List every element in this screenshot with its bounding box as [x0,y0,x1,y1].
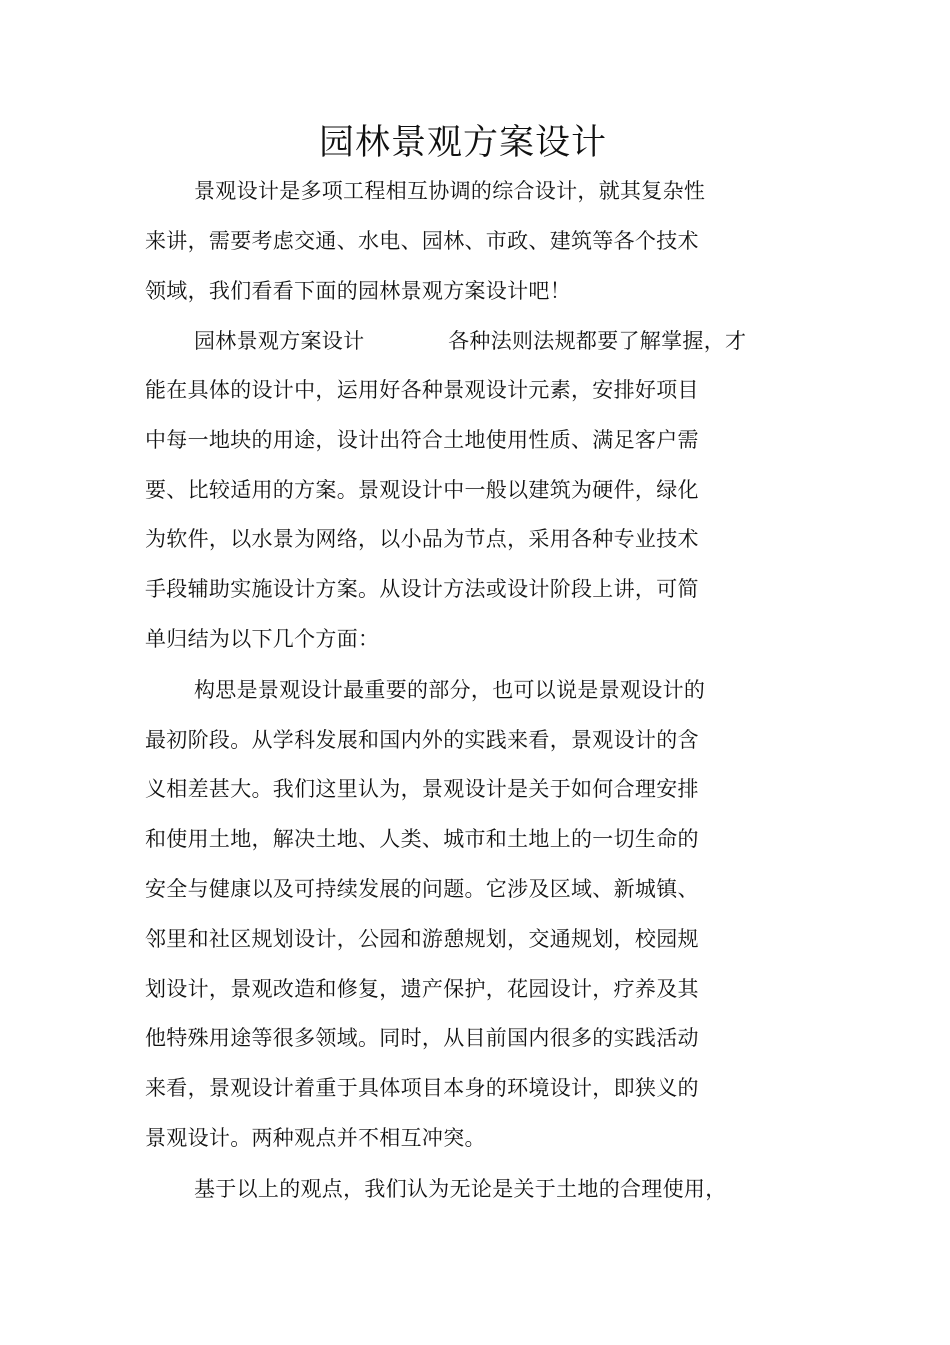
text-line: 园林景观方案设计 各种法则法规都要了解掌握，才 [194,329,747,353]
text-line: 义相差甚大。我们这里认为，景观设计是关于如何合理安排 [145,777,699,801]
text-line: 来看，景观设计着重于具体项目本身的环境设计，即狭义的 [145,1076,699,1100]
text-line: 景观设计。两种观点并不相互冲突。 [145,1126,486,1150]
text-line: 手段辅助实施设计方案。从设计方法或设计阶段上讲，可简 [145,577,699,601]
text-line: 和使用土地，解决土地、人类、城市和土地上的一切生命的 [145,827,699,851]
text-line: 领域，我们看看下面的园林景观方案设计吧！ [145,279,571,303]
text-line: 为软件，以水景为网络，以小品为节点，采用各种专业技术 [145,527,699,551]
text-line: 安全与健康以及可持续发展的问题。它涉及区域、新城镇、 [145,877,699,901]
text-line: 邻里和社区规划设计，公园和游憩规划，交通规划，校园规 [145,927,699,951]
text-line: 单归结为以下几个方面： [145,627,380,651]
text-line: 来讲，需要考虑交通、水电、园林、市政、建筑等各个技术 [145,229,699,253]
text-line: 要、比较适用的方案。景观设计中一般以建筑为硬件，绿化 [145,478,699,502]
text-line: 能在具体的设计中，运用好各种景观设计元素，安排好项目 [145,378,699,402]
text-line: 景观设计是多项工程相互协调的综合设计，就其复杂性 [194,179,706,203]
text-line: 中每一地块的用途，设计出符合土地使用性质、满足客户需 [145,428,699,452]
text-line: 基于以上的观点，我们认为无论是关于土地的合理使用， [194,1177,727,1201]
page-title: 园林景观方案设计 [318,123,607,163]
text-line: 构思是景观设计最重要的部分，也可以说是景观设计的 [194,678,706,702]
text-line: 最初阶段。从学科发展和国内外的实践来看，景观设计的含 [145,728,699,752]
text-line: 划设计，景观改造和修复，遗产保护，花园设计，疗养及其 [145,977,699,1001]
text-line: 他特殊用途等很多领域。同时，从目前国内很多的实践活动 [145,1026,699,1050]
